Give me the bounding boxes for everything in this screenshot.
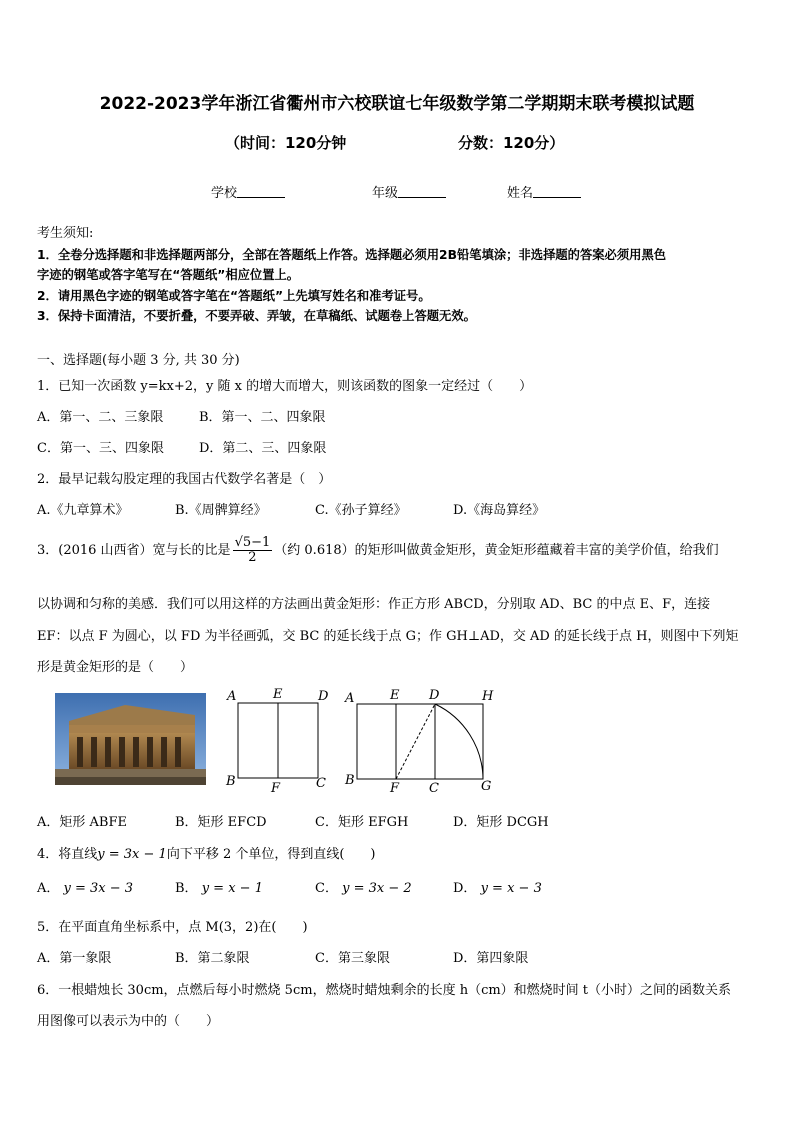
q5-option-b: B．第二象限 [175, 951, 250, 966]
q1-option-c: C．第一、三、四象限 [37, 441, 164, 456]
exam-score: 分数：120分） [458, 134, 565, 152]
q4-stem-pre: 4．将直线 [37, 847, 98, 862]
fraction-denominator: 2 [248, 550, 257, 565]
q1-option-b: B．第一、二、四象限 [199, 410, 326, 425]
label-h: H [482, 689, 494, 704]
q4-option-a-label: A． [37, 881, 60, 896]
q4-option-a-expr: y = 3x − 3 [63, 881, 134, 896]
notice-item: 字迹的钢笔或答字笔写在“答题纸”相应位置上。 [37, 268, 300, 282]
q3-line-3: EF：以点 F 为圆心，以 FD 为半径画弧，交 BC 的延长线于点 G；作 GH⊥AD，交 AD 的延长线于点 H，则图中下列矩 [37, 629, 739, 644]
question-1-stem: 1．已知一次函数 y=kx+2，y 随 x 的增大而增大，则该函数的图象一定经过（ ） [37, 379, 533, 394]
school-field [211, 182, 285, 201]
notice-item: 1．全卷分选择题和非选择题两部分，全部在答题纸上作答。选择题必须用2B铅笔填涂；非选择题的答案必须用黑色 [37, 248, 667, 262]
name-blank [533, 185, 581, 198]
q4-option-d-label: D． [453, 881, 477, 896]
q3-stem-post: （约 0.618）的矩形叫做黄金矩形，黄金矩形蕴藏着丰富的美学价值，给我们 [274, 543, 719, 558]
fraction-numerator: √5−1 [234, 535, 271, 550]
grade-blank [398, 185, 446, 198]
q4-option-b [175, 877, 263, 896]
question-6-stem: 6．一根蜡烛长 30cm，点燃后每小时燃烧 5cm，燃烧时蜡烛剩余的长度 h（cm）和燃烧时间 t（小时）之间的函数关系 [37, 983, 732, 998]
label-f: F [271, 781, 281, 794]
q1-option-a: A．第一、二、三象限 [37, 410, 164, 425]
q2-option-d: D.《海岛算经》 [453, 503, 546, 518]
label-e: E [273, 687, 283, 702]
label-e: E [390, 688, 400, 703]
rectangle-abgh [357, 704, 483, 779]
q3-line-4: 形是黄金矩形的是（ ） [37, 660, 194, 675]
label-b: B [226, 774, 236, 789]
q2-option-b: B.《周髀算经》 [175, 503, 267, 518]
q4-stem-post: 向下平移 2 个单位，得到直线( ) [166, 847, 376, 862]
label-c: C [316, 776, 326, 791]
notice-item: 2．请用黑色字迹的钢笔或答字笔在“答题纸”上先填写姓名和准考证号。 [37, 289, 431, 303]
arc-dg [435, 704, 483, 779]
q4-option-c-expr: y = 3x − 2 [342, 881, 412, 896]
q5-option-c: C．第三象限 [315, 951, 390, 966]
label-f: F [390, 781, 400, 796]
q4-option-b-expr: y = x − 1 [201, 881, 263, 896]
q4-option-c-label: C． [315, 881, 338, 896]
figure-golden-rectangle [342, 684, 502, 796]
question-4-stem [37, 843, 376, 862]
golden-ratio-fraction [233, 536, 273, 565]
notice-heading: 考生须知: [37, 226, 94, 241]
notice-item: 3．保持卡面清洁，不要折叠，不要弄破、弄皱，在草稿纸、试题卷上答题无效。 [37, 309, 476, 323]
section-heading: 一、选择题(每小题 3 分, 共 30 分) [37, 353, 240, 368]
segment-fd-dashed [396, 704, 435, 779]
q3-line-2: 以协调和匀称的美感．我们可以用这样的方法画出黄金矩形：作正方形 ABCD，分别取 AD、BC 的中点 E、F，连接 [37, 597, 711, 612]
q6-line-2: 用图像可以表示为中的（ ） [37, 1014, 220, 1029]
question-5-stem: 5．在平面直角坐标系中，点 M(3，2)在( ) [37, 920, 308, 935]
q3-option-c: C．矩形 EFGH [315, 815, 409, 830]
q3-option-d: D．矩形 DCGH [453, 815, 549, 830]
q4-option-d [453, 877, 542, 896]
label-a: A [227, 689, 237, 704]
label-g: G [481, 779, 492, 794]
name-label: 姓名 [507, 186, 534, 201]
figure-square-abcd [224, 686, 336, 794]
school-label: 学校 [211, 186, 238, 201]
q1-option-d: D．第二、三、四象限 [199, 441, 327, 456]
q4-option-d-expr: y = x − 3 [480, 881, 542, 896]
q5-option-d: D．第四象限 [453, 951, 529, 966]
q2-option-c: C.《孙子算经》 [315, 503, 407, 518]
label-b: B [345, 773, 355, 788]
q3-option-a: A．矩形 ABFE [37, 815, 127, 830]
name-field [507, 182, 581, 201]
label-c: C [429, 781, 439, 796]
school-blank [237, 185, 285, 198]
q4-line-expression: y = 3x − 1 [97, 847, 167, 862]
grade-label: 年级 [372, 186, 399, 201]
label-d: D [318, 689, 329, 704]
label-a: A [345, 691, 355, 706]
q5-option-a: A．第一象限 [37, 951, 112, 966]
question-2-stem: 2．最早记载勾股定理的我国古代数学名著是（ ） [37, 472, 332, 487]
q4-option-a [37, 877, 133, 896]
label-d: D [429, 688, 440, 703]
q2-option-a: A.《九章算术》 [37, 503, 129, 518]
q3-option-b: B．矩形 EFCD [175, 815, 267, 830]
grade-field [372, 182, 446, 201]
question-3-stem [37, 536, 719, 565]
parthenon-photo [55, 693, 206, 785]
q4-option-c [315, 877, 412, 896]
exam-title: 2022-2023学年浙江省衢州市六校联谊七年级数学第二学期期末联考模拟试题 [99, 94, 695, 114]
exam-time: （时间：120分钟 [225, 134, 347, 152]
q3-stem-pre: 3．(2016 山西省）宽与长的比是 [37, 543, 231, 558]
q4-option-b-label: B． [175, 881, 198, 896]
